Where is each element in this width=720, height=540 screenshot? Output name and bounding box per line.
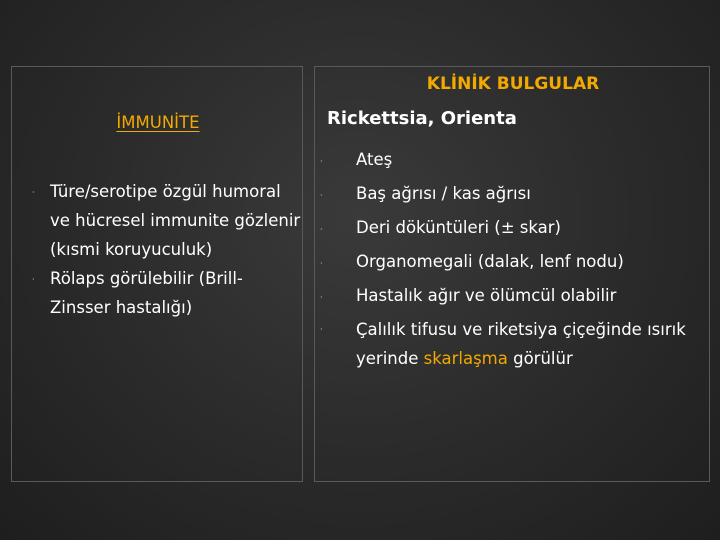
bullet-icon: · (32, 188, 35, 197)
clinical-bullet-6-start: Çalılık tifusu ve riketsiya çiçeğinde ısırık yerinde (356, 320, 686, 368)
list-item (12, 264, 302, 322)
bullet-icon: · (320, 191, 323, 200)
bullet-icon: · (320, 157, 323, 166)
list-item (315, 245, 711, 279)
immunity-list (12, 177, 302, 322)
bullet-icon: · (320, 325, 323, 334)
immunity-bullet-1: Türe/serotipe özgül humoral ve hücresel immunite gözlenir (kısmi koruyuculuk) (50, 182, 301, 259)
highlight-word: skarlaşma (423, 349, 508, 368)
clinical-bullet-4: Organomegali (dalak, lenf nodu) (356, 252, 624, 271)
list-item (315, 211, 711, 245)
clinical-bullet-3: Deri döküntüleri (± skar) (356, 218, 561, 237)
bullet-icon: · (320, 259, 323, 268)
list-item (315, 143, 711, 177)
list-item (12, 177, 302, 264)
immunity-heading: İMMUNİTE (116, 113, 200, 132)
immunity-bullet-2: Rölaps görülebilir (Brill-Zinsser hastalığı) (50, 269, 243, 317)
list-item (315, 279, 711, 313)
clinical-list (315, 143, 711, 373)
clinical-bullet-6-end: görülür (507, 349, 573, 368)
list-item (315, 313, 711, 373)
clinical-heading: KLİNİK BULGULAR (426, 74, 600, 94)
clinical-subheading: Rickettsia, Orienta (327, 108, 517, 129)
immunity-panel (11, 66, 303, 482)
list-item (315, 177, 711, 211)
clinical-bullet-1: Ateş (356, 150, 393, 169)
bullet-icon: · (320, 293, 323, 302)
clinical-panel (314, 66, 710, 482)
clinical-bullet-2: Baş ağrısı / kas ağrısı (356, 184, 531, 203)
bullet-icon: · (320, 225, 323, 234)
bullet-icon: · (32, 275, 35, 284)
clinical-bullet-5: Hastalık ağır ve ölümcül olabilir (356, 286, 617, 305)
